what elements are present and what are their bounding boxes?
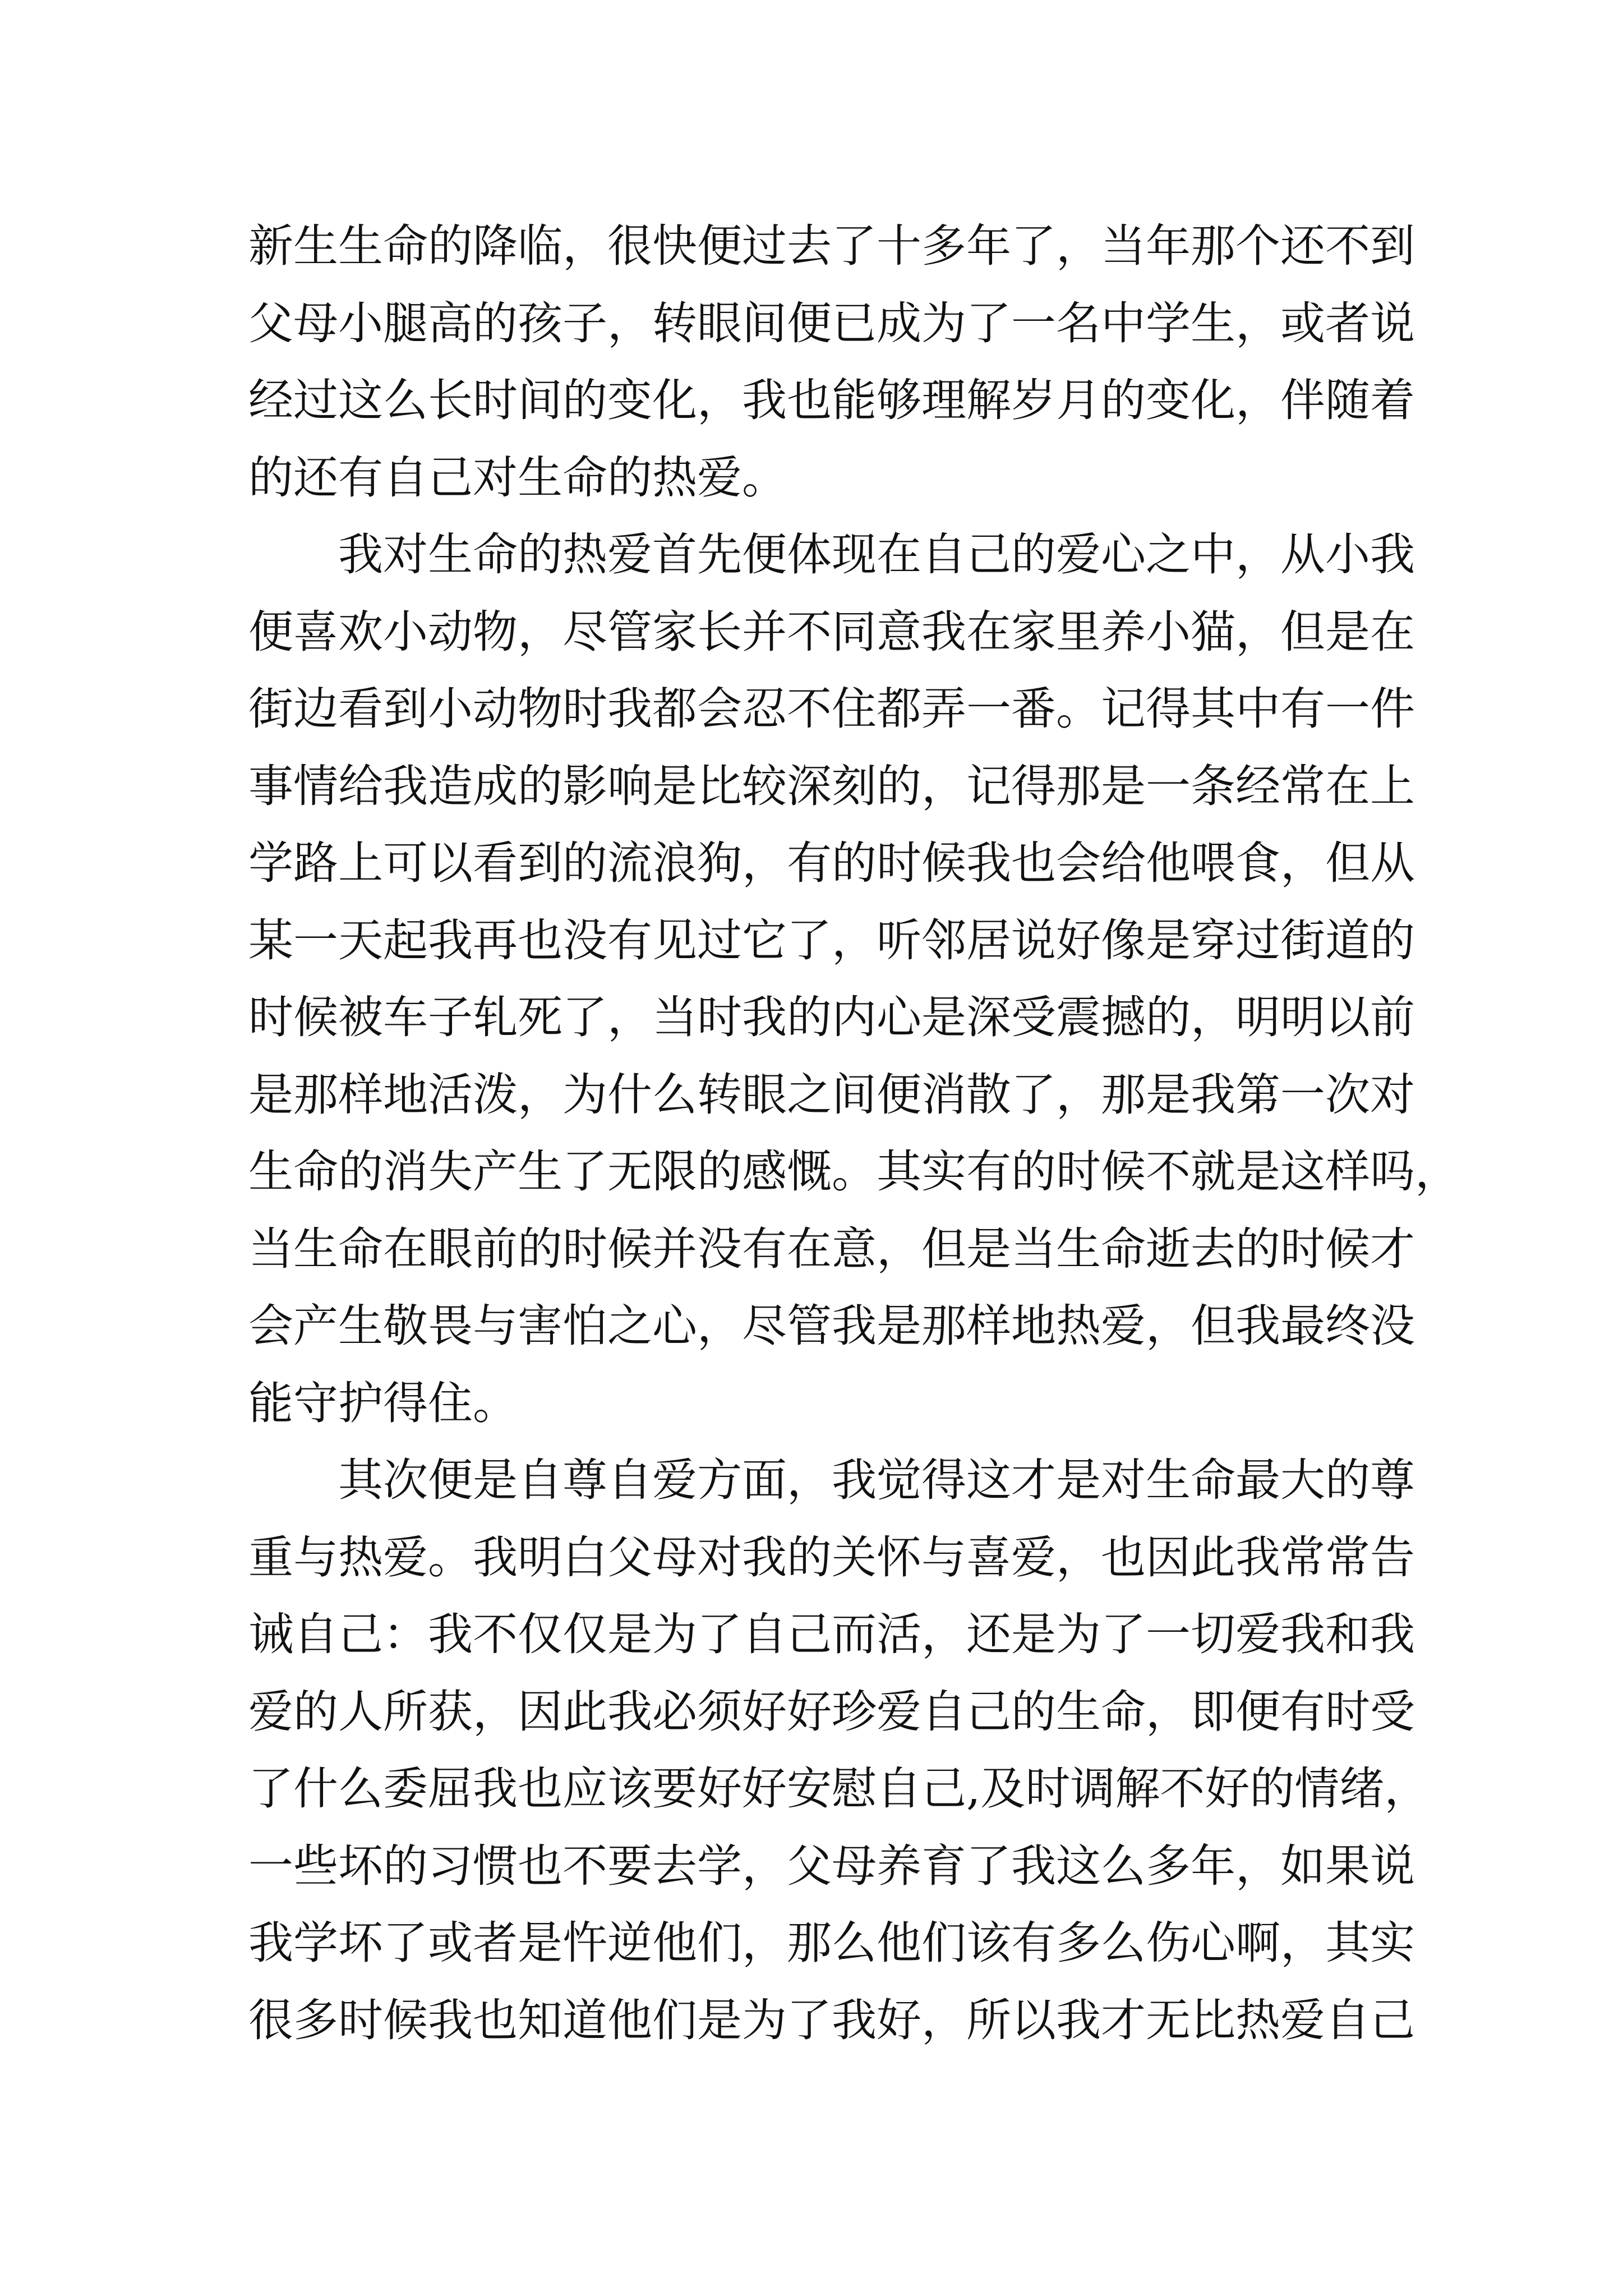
text-line: 时候被车子轧死了，当时我的内心是深受震撼的，明明以前 bbox=[248, 991, 1415, 1043]
text-line: 能守护得住。 bbox=[248, 1377, 518, 1429]
text-line: 当生命在眼前的时候并没有在意，但是当生命逝去的时候才 bbox=[248, 1222, 1415, 1275]
body-text bbox=[248, 208, 1460, 2059]
text-line: 一些坏的习惯也不要去学，父母养育了我这么多年，如果说 bbox=[248, 1839, 1415, 1892]
text-line: 父母小腿高的孩子，转眼间便已成为了一名中学生，或者说 bbox=[248, 297, 1415, 349]
text-line: 爱的人所获，因此我必须好好珍爱自己的生命，即便有时受 bbox=[248, 1685, 1415, 1738]
text-line: 便喜欢小动物，尽管家长并不同意我在家里养小猫，但是在 bbox=[248, 605, 1415, 658]
text-line: 很多时候我也知道他们是为了我好，所以我才无比热爱自己 bbox=[248, 1994, 1415, 2046]
text-line: 学路上可以看到的流浪狗，有的时候我也会给他喂食，但从 bbox=[248, 837, 1415, 889]
text-line: 生命的消失产生了无限的感慨。其实有的时候不就是这样吗， bbox=[248, 1145, 1460, 1198]
text-line: 的还有自己对生命的热爱。 bbox=[248, 451, 787, 504]
paragraph-1 bbox=[248, 208, 1415, 516]
text-line: 我学坏了或者是忤逆他们，那么他们该有多么伤心啊，其实 bbox=[248, 1917, 1415, 1969]
paragraph-2 bbox=[248, 516, 1460, 1442]
text-line: 某一天起我再也没有见过它了，听邻居说好像是穿过街道的 bbox=[248, 914, 1415, 967]
text-line: 事情给我造成的影响是比较深刻的，记得那是一条经常在上 bbox=[248, 760, 1415, 812]
text-line: 会产生敬畏与害怕之心，尽管我是那样地热爱，但我最终没 bbox=[248, 1300, 1415, 1352]
text-line: 经过这么长时间的变化，我也能够理解岁月的变化，伴随着 bbox=[248, 374, 1415, 426]
text-line: 我对生命的热爱首先便体现在自己的爱心之中，从小我 bbox=[338, 528, 1415, 581]
paragraph-3 bbox=[248, 1442, 1430, 2059]
text-line: 了什么委屈我也应该要好好安慰自己,及时调解不好的情绪， bbox=[248, 1763, 1430, 1815]
text-line: 诫自己：我不仅仅是为了自己而活，还是为了一切爱我和我 bbox=[248, 1608, 1415, 1660]
text-line: 其次便是自尊自爱方面，我觉得这才是对生命最大的尊 bbox=[338, 1454, 1415, 1506]
text-line: 是那样地活泼，为什么转眼之间便消散了，那是我第一次对 bbox=[248, 1068, 1415, 1121]
text-line: 街边看到小动物时我都会忍不住都弄一番。记得其中有一件 bbox=[248, 683, 1415, 735]
text-line: 新生生命的降临，很快便过去了十多年了，当年那个还不到 bbox=[248, 220, 1415, 272]
text-line: 重与热爱。我明白父母对我的关怀与喜爱，也因此我常常告 bbox=[248, 1531, 1415, 1584]
